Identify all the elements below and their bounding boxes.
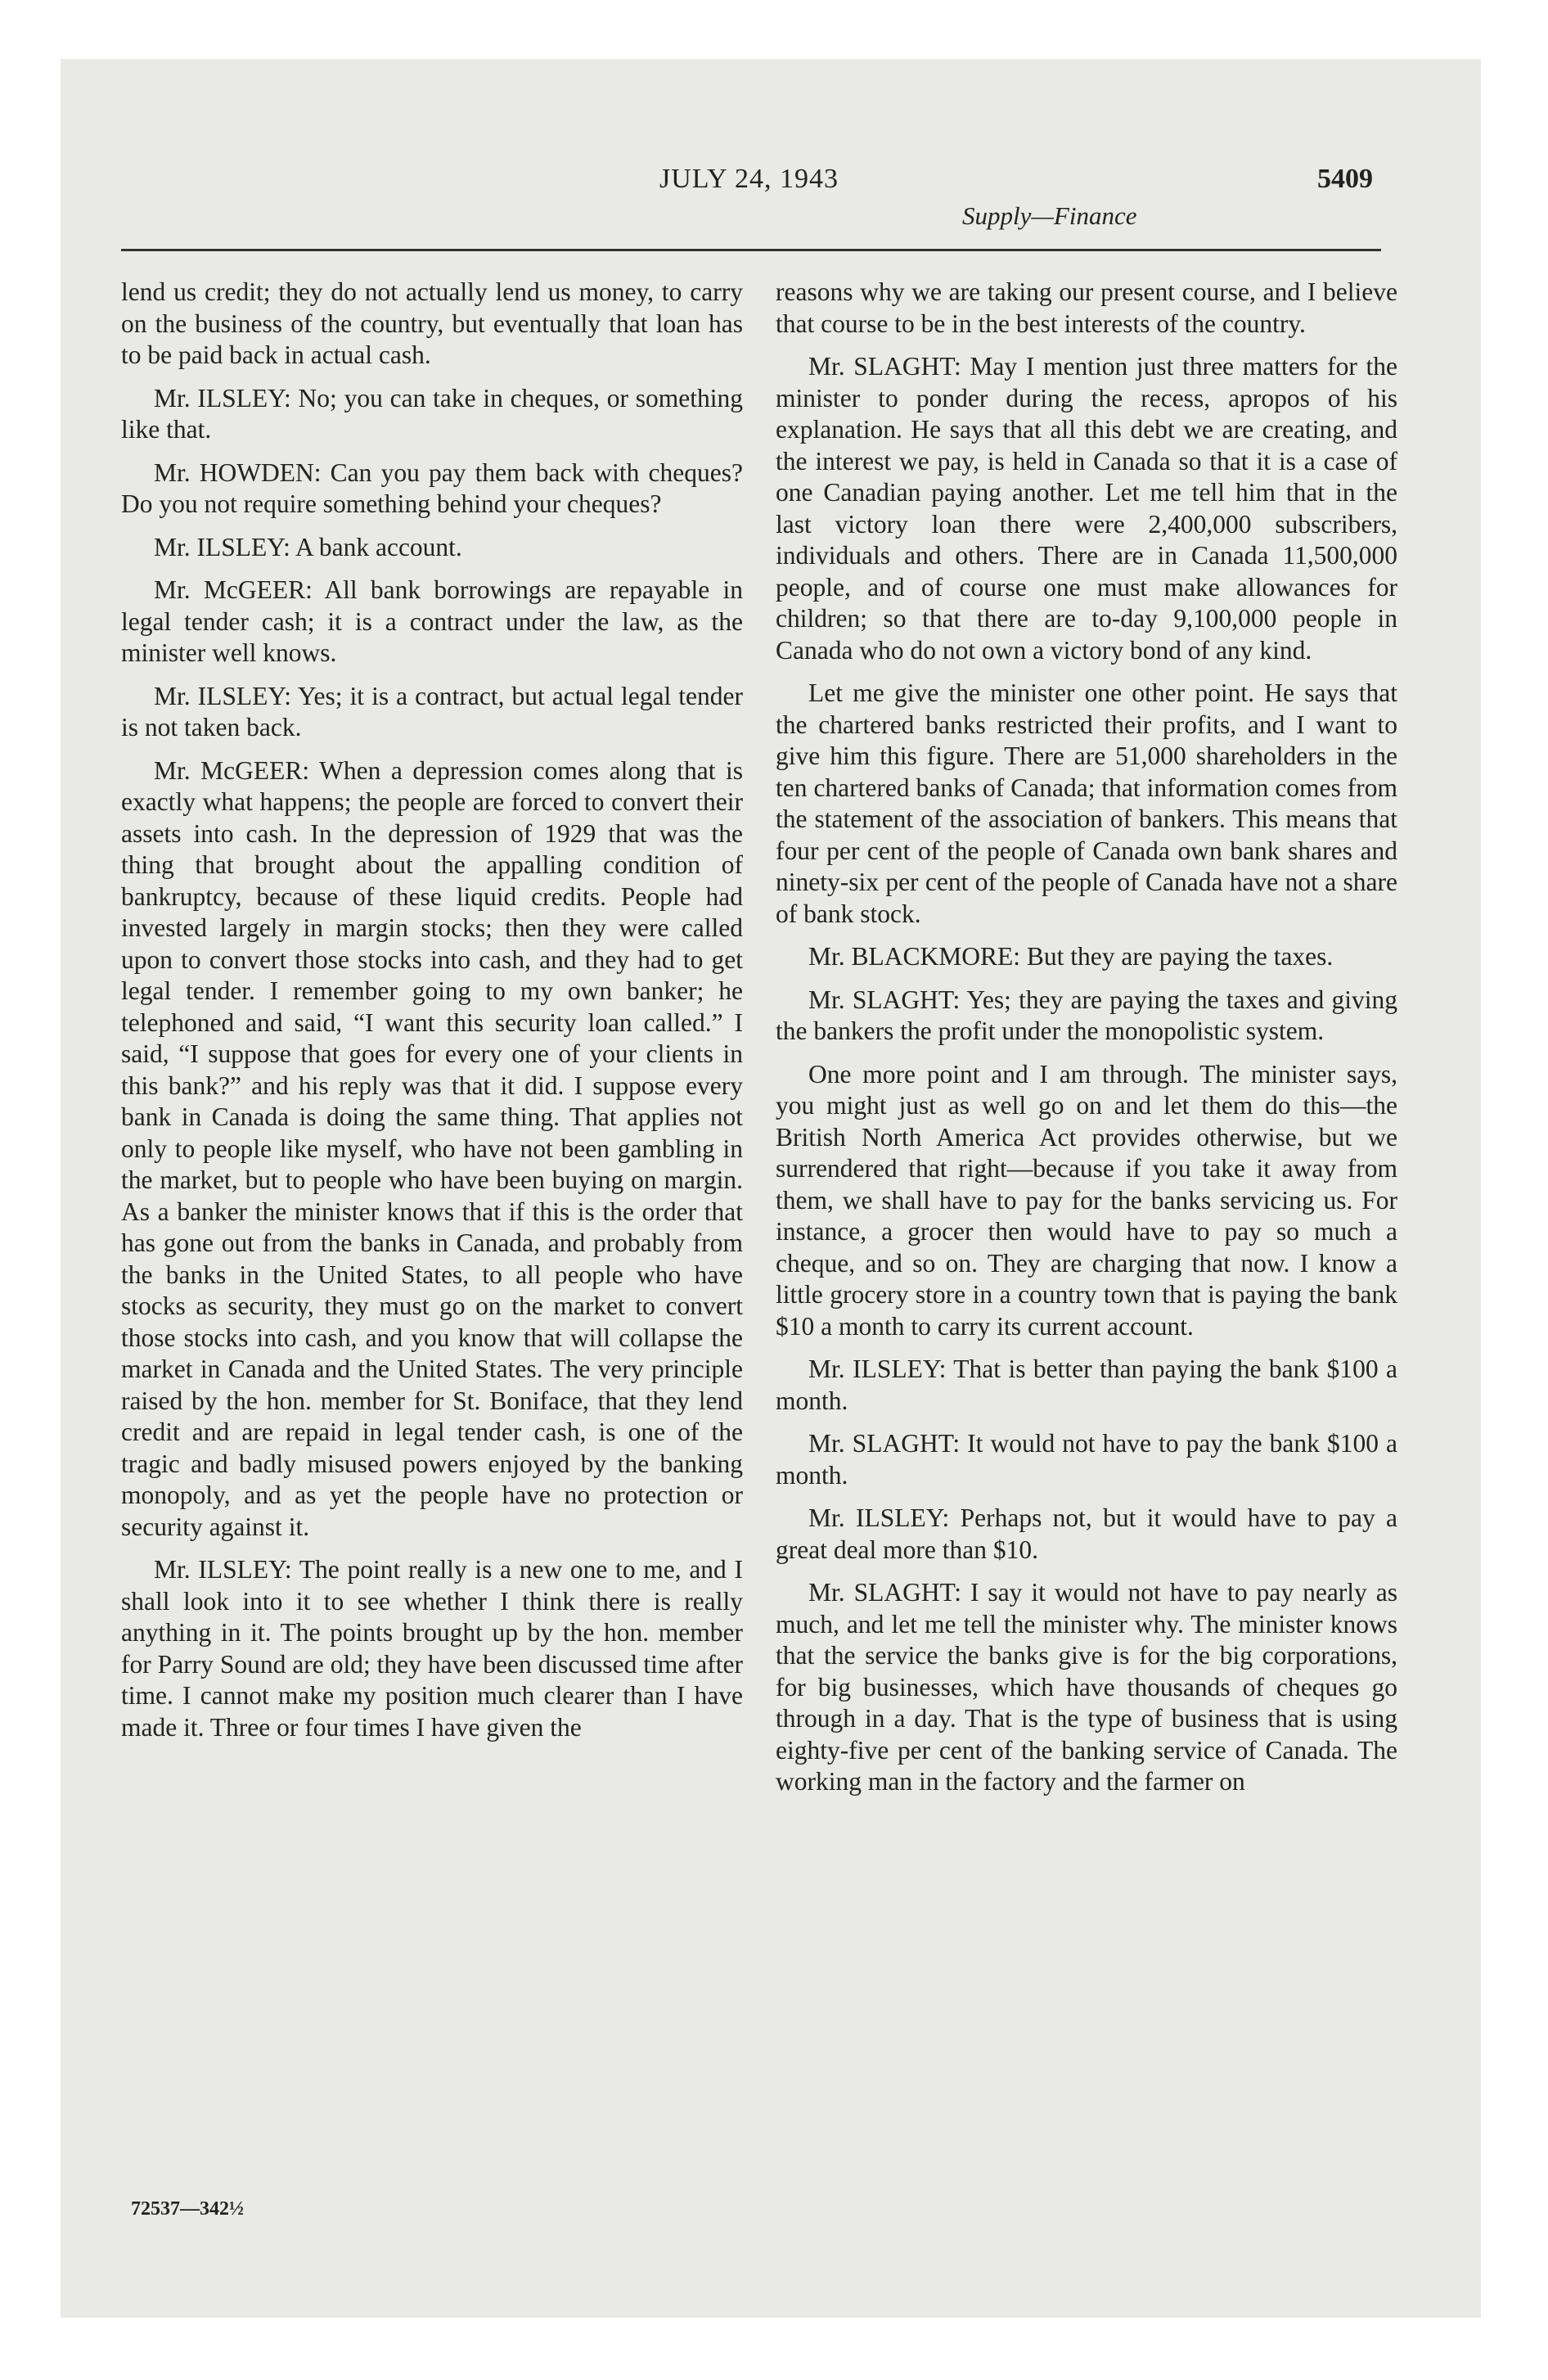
paragraph: Mr. ILSLEY: Perhaps not, but it would have to pay a great deal more than $10. <box>776 1503 1397 1564</box>
paragraph: Mr. ILSLEY: That is better than paying the bank $100 a month. <box>776 1355 1397 1415</box>
paragraph: Mr. McGEER: When a depression comes along that is exactly what happens; the people are forced to convert their assets into cash. In the depression of 1929 that was the thing that brought about the appalling condition of bankruptcy, because of these liquid credits. People had invested largely in margin stocks; then they were called upon to convert those stocks into cash, and they had to get legal tender. I remember going to my own banker; he telephoned and said, “I want this security loan called.” I said, “I suppose that goes for every one of your clients in this bank?” and his reply was that it did. I suppose every bank in Canada is doing the same thing. That applies not only to people like myself, who have not been gambling in the market, but to people who have been buying on margin. As a banker the minister knows that if this is the order that has gone out from the banks in Canada, and probably from the banks in the United States, to all people who have stocks as security, they must go on the market to convert those stocks into cash, and you know that will collapse the market in Canada and the United States. The very principle raised by the hon. member for St. Boniface, that they lend credit and are repaid in legal tender cash, is one of the tragic and badly misused powers enjoyed by the banking monopoly, and as yet the people have no protection or security against it. <box>121 755 743 1541</box>
paragraph: Mr. HOWDEN: Can you pay them back with cheques? Do you not require something behind your cheques? <box>121 458 743 518</box>
left-column <box>121 277 743 1755</box>
paragraph: Mr. ILSLEY: Yes; it is a contract, but actual legal tender is not taken back. <box>121 681 743 741</box>
header-section-title: Supply—Finance <box>962 201 1137 230</box>
paragraph: lend us credit; they do not actually lend us money, to carry on the business of the country, but eventually that loan has to be paid back in actual cash. <box>121 277 743 369</box>
paragraph: Mr. BLACKMORE: But they are paying the taxes. <box>808 942 1334 971</box>
paragraph: Mr. ILSLEY: No; you can take in cheques, or something like that. <box>121 383 743 444</box>
paragraph: Mr. SLAGHT: I say it would not have to pay nearly as much, and let me tell the minister why. The minister knows that the service the banks give is for the big corporations, for big businesses, which have thousands of cheques go through in a day. That is the type of business that is using eighty-five per cent of the banking service of Canada. The working man in the factory and the farmer on <box>776 1578 1397 1796</box>
header-rule <box>121 249 1381 251</box>
paragraph: Mr. SLAGHT: It would not have to pay the bank $100 a month. <box>776 1429 1397 1490</box>
paragraph: reasons why we are taking our present course, and I believe that course to be in the best interests of the country. <box>776 277 1397 338</box>
paragraph: Mr. ILSLEY: The point really is a new one to me, and I shall look into it to see whether I think there is really anything in it. The points brought up by the hon. member for Parry Sound are old; they have been discussed time after time. I cannot make my position much clearer than I have made it. Three or four times I have given the <box>121 1555 743 1742</box>
paragraph: Let me give the minister one other point. He says that the chartered banks restricted their profits, and I want to give him this figure. There are 51,000 shareholders in the ten chartered banks of Canada; that information comes from the statement of the association of bankers. This means that four per cent of the people of Canada own bank shares and ninety-six per cent of the people of Canada have not a share of bank stock. <box>776 678 1397 928</box>
paragraph: One more point and I am through. The minister says, you might just as well go on and let them do this—the British North America Act provides otherwise, but we surrendered that right—because if you take it away from them, we shall have to pay for the banks servicing us. For instance, a grocer then would have to pay so much a cheque, and so on. They are charging that now. I know a little grocery store in a country town that is paying the bank $10 a month to carry its current account. <box>776 1059 1397 1341</box>
paragraph: Mr. SLAGHT: Yes; they are paying the taxes and giving the bankers the profit under the monopolistic system. <box>776 985 1397 1045</box>
paragraph: Mr. ILSLEY: A bank account. <box>154 532 462 561</box>
paragraph: Mr. McGEER: All bank borrowings are repayable in legal tender cash; it is a contract under the law, as the minister well knows. <box>121 575 743 667</box>
header-date: JULY 24, 1943 <box>659 164 839 194</box>
paragraph: Mr. SLAGHT: May I mention just three matters for the minister to ponder during the recess, apropos of his explanation. He says that all this debt we are creating, and the interest we pay, is held in Canada so that it is a case of one Canadian paying another. Let me tell him that in the last victory loan there were 2,400,000 subscribers, individuals and others. There are in Canada 11,500,000 people, and of course one must make allowances for children; so that there are to-day 9,100,000 people in Canada who do not own a victory bond of any kind. <box>776 352 1397 665</box>
header-page-number: 5409 <box>1317 164 1373 194</box>
page-header <box>121 164 1381 237</box>
print-code: 72537—342½ <box>131 2198 244 2220</box>
right-column <box>776 277 1397 1810</box>
